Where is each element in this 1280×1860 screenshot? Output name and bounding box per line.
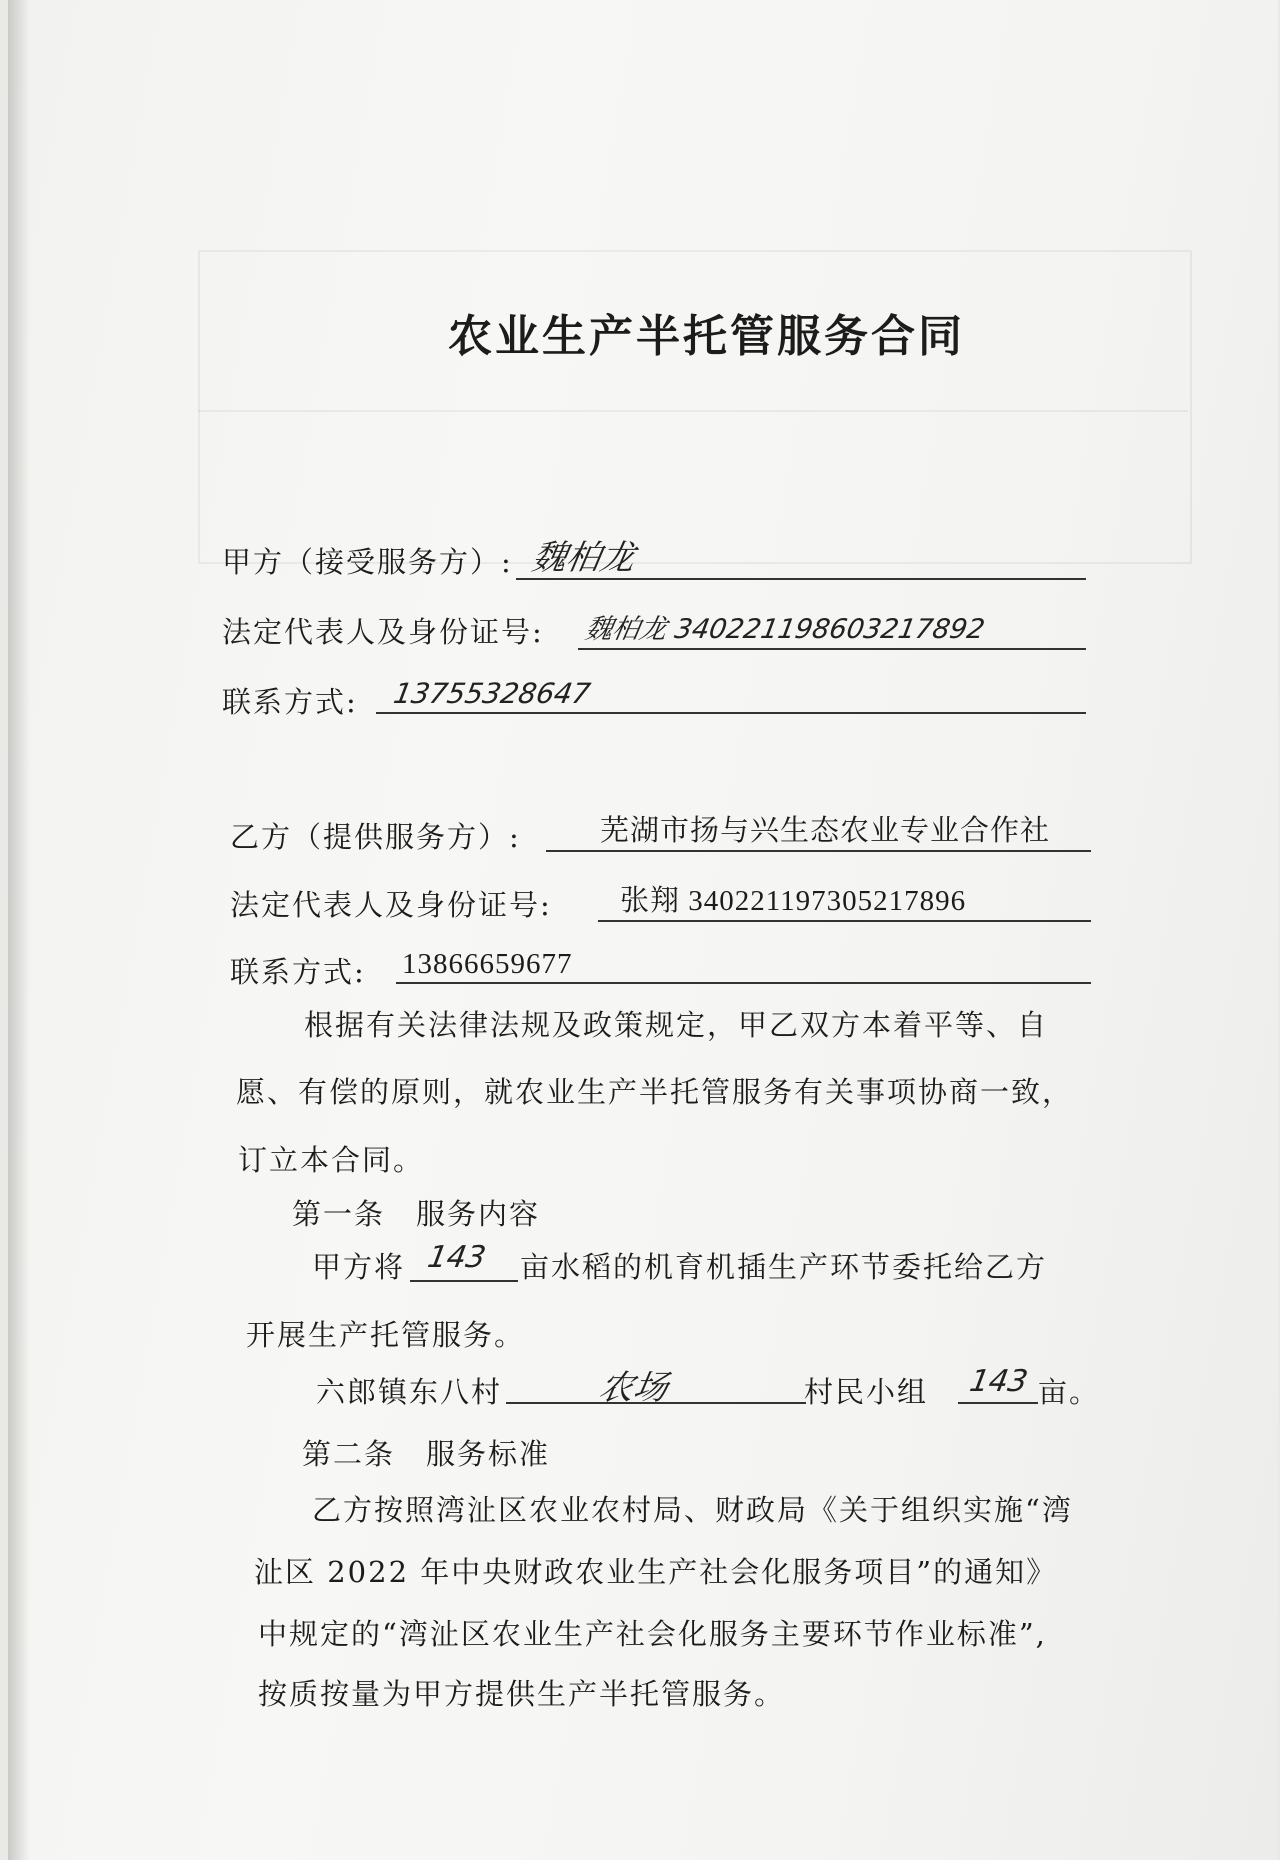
acreage-value: 143	[424, 1240, 489, 1275]
party-b-contact-label: 联系方式:	[230, 955, 366, 989]
location-group-value: 农场	[595, 1368, 671, 1408]
party-b-name: 芜湖市扬与兴生态农业专业合作社	[600, 813, 1051, 847]
location-acreage-value: 143	[966, 1364, 1031, 1399]
party-b-rep-blank	[598, 920, 1091, 922]
bleed-through-table	[198, 250, 1192, 564]
party-a-rep-value: 魏柏龙 340221198603217892	[582, 614, 988, 645]
party-b-name-blank	[546, 850, 1091, 852]
party-b-rep-value: 张翔 340221197305217896	[620, 885, 967, 917]
location-acreage-blank	[958, 1402, 1038, 1404]
page-edge-shadow	[8, 0, 30, 1860]
bleed-through-rule	[198, 410, 1188, 412]
party-a-contact-value: 13755328647	[391, 677, 593, 710]
location-prefix: 六郎镇东八村	[316, 1375, 503, 1409]
preamble-line-1: 根据有关法律法规及政策规定，甲乙双方本着平等、自	[304, 1008, 1049, 1042]
party-b-contact-blank	[396, 982, 1091, 984]
article-2-line-2: 沚区 2022 年中央财政农业生产社会化服务项目”的通知》	[254, 1555, 1058, 1589]
article-1-heading: 第一条 服务内容	[292, 1197, 541, 1231]
preamble-line-3: 订立本合同。	[238, 1143, 425, 1177]
party-a-contact-blank	[376, 712, 1086, 714]
article-1-line-1-post: 亩水稻的机育机插生产环节委托给乙方	[520, 1250, 1048, 1284]
party-a-rep-label: 法定代表人及身份证号:	[222, 615, 544, 649]
contract-page	[8, 0, 1278, 1860]
party-a-rep-blank	[578, 648, 1086, 650]
location-suffix: 亩。	[1038, 1375, 1101, 1409]
article-1-line-2: 开展生产托管服务。	[246, 1318, 526, 1352]
acreage-blank	[410, 1280, 518, 1282]
party-a-label: 甲方（接受服务方）:	[222, 545, 513, 579]
party-b-rep-label: 法定代表人及身份证号:	[230, 888, 552, 922]
article-2-line-4: 按质按量为甲方提供生产半托管服务。	[258, 1677, 786, 1711]
article-2-heading: 第二条 服务标准	[302, 1437, 551, 1471]
article-2-line-3: 中规定的“湾沚区农业生产社会化服务主要环节作业标准”,	[258, 1617, 1047, 1651]
page-title: 农业生产半托管服务合同	[448, 311, 965, 362]
party-a-contact-label: 联系方式:	[222, 685, 358, 719]
preamble-line-2: 愿、有偿的原则，就农业生产半托管服务有关事项协商一致，	[236, 1075, 1074, 1109]
party-b-contact-value: 13866659677	[402, 948, 573, 980]
location-mid: 村民小组	[804, 1375, 929, 1409]
party-a-name: 魏柏龙	[528, 538, 638, 578]
article-2-line-1: 乙方按照湾沚区农业农村局、财政局《关于组织实施“湾	[312, 1493, 1073, 1527]
article-1-line-1-pre: 甲方将	[312, 1250, 406, 1284]
party-b-label: 乙方（提供服务方）:	[230, 820, 521, 854]
